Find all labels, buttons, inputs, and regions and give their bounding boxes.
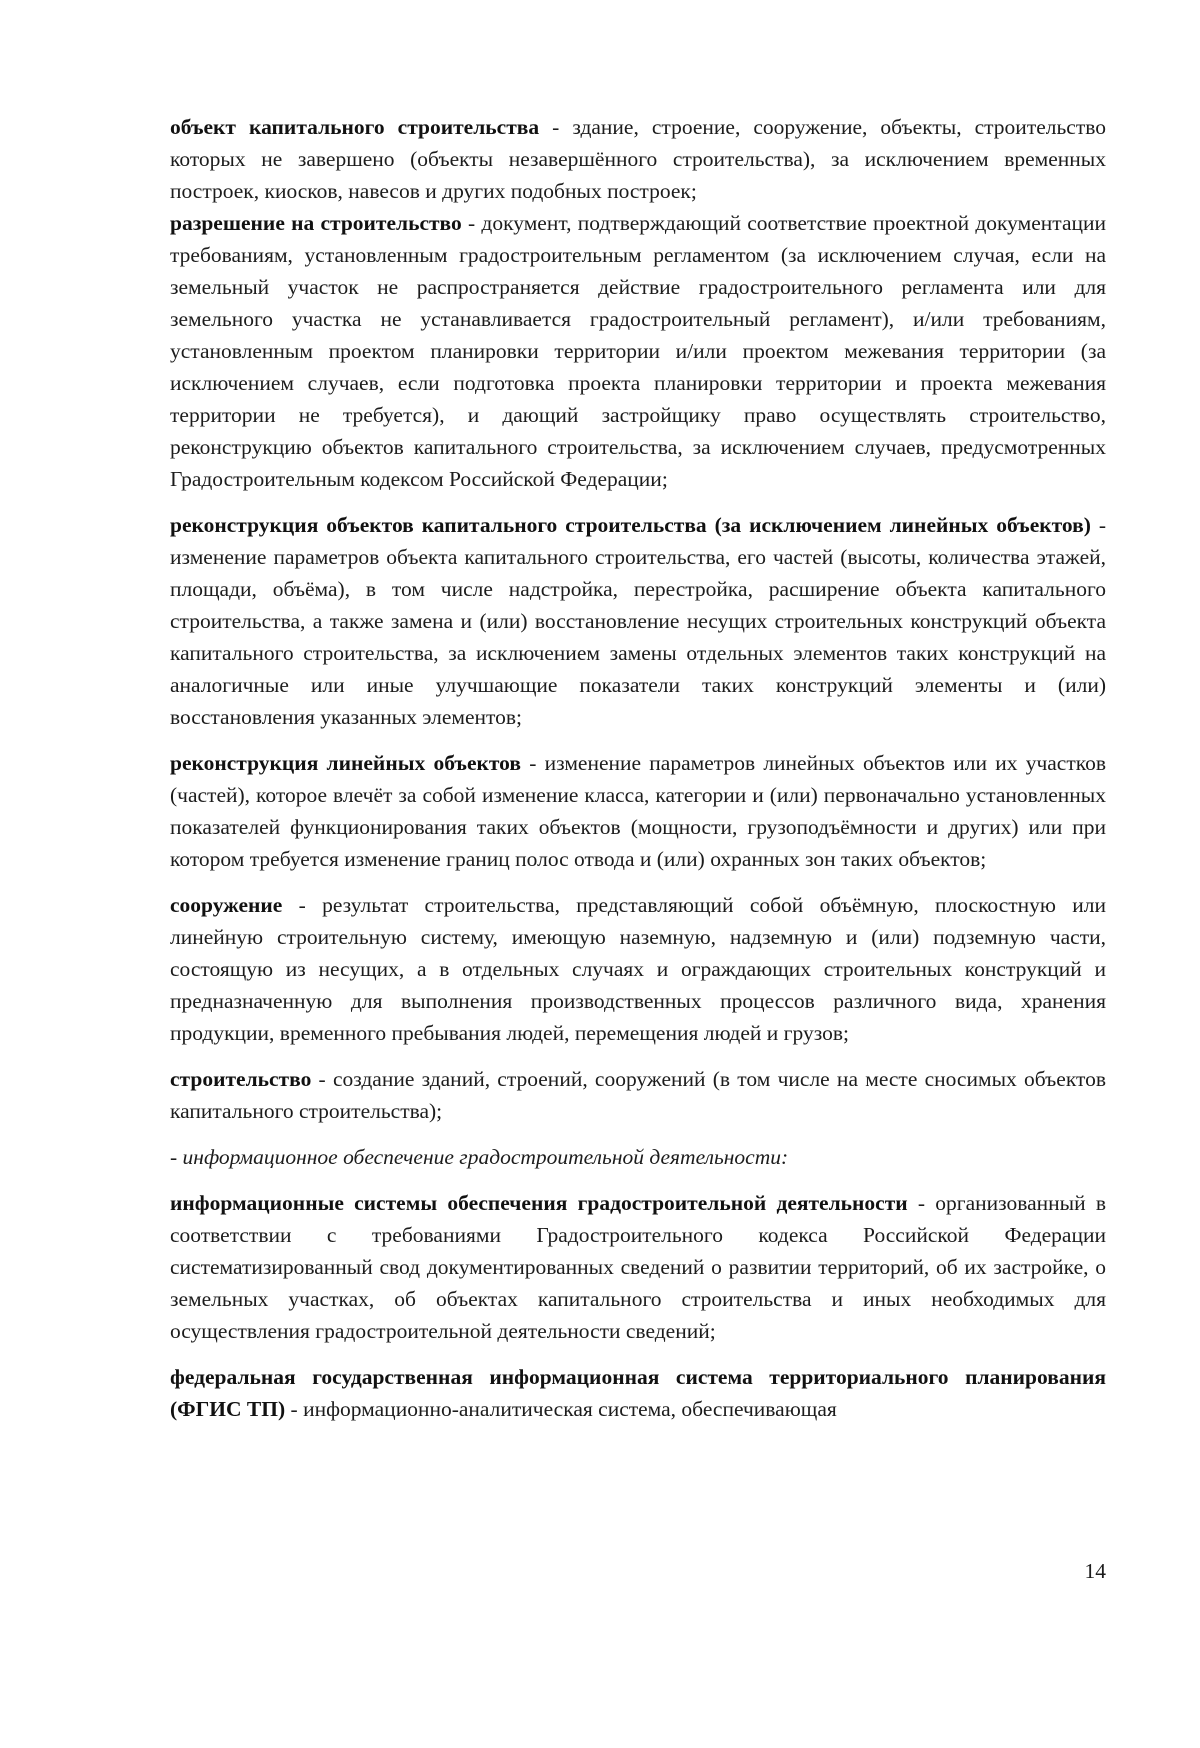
term-capital-construction-object: объект капитального строительства bbox=[170, 115, 540, 139]
term-info-systems: информационные системы обеспечения градостроительной деятельности bbox=[170, 1191, 908, 1215]
definition-building-permit: - документ, подтверждающий соответствие проектной документации требованиям, установленным градостроительным регламентом (за исключением случая, если на земельный участок не распространяется действие градостроительного регламента или для земельного участка не устанавливается градостроительный регламент), и/или требованиям, установленным проектом планировки территории и/или проектом межевания территории (за исключением случаев, если подготовка проекта планировки территории и проекта межевания территории не требуется), и дающий застройщику право осуществлять строительство, реконструкцию объектов капитального строительства, за исключением случаев, предусмотренных Градостроительным кодексом Российской Федерации; bbox=[170, 211, 1107, 491]
definition-structure: - результат строительства, представляющий собой объёмную, плоскостную или линейную строительную систему, имеющую наземную, надземную и (или) подземную части, состоящую из несущих, а в отдельных случаях и ограждающих строительных конструкций и предназначенную для выполнения производственных процессов различного вида, хранения продукции, временного пребывания людей, перемещения людей и грузов; bbox=[170, 893, 1106, 1045]
term-fgis-tp: федеральная государственная информационная система территориального планирования (ФГИС ТП) bbox=[170, 1365, 1106, 1421]
definition-reconstruction-linear: - изменение параметров линейных объектов или их участков (частей), которое влечёт за собой изменение класса, категории и (или) первоначально установленных показателей функционирования таких объектов (мощности, грузоподъёмности и других) или при котором требуется изменение границ полос отвода и (или) охранных зон таких объектов; bbox=[170, 751, 1106, 871]
term-reconstruction-linear: реконструкция линейных объектов bbox=[170, 751, 522, 775]
definition-reconstruction-capital: - изменение параметров объекта капитального строительства, его частей (высоты, количества этажей, площади, объёма), в том числе надстройка, перестройка, расширение объекта капитального строительства, а также замена и (или) восстановление несущих строительных конструкций объекта капитального строительства, за исключением замены отдельных элементов таких конструкций на аналогичные или иные улучшающие показатели таких конструкций элементы и (или) восстановления указанных элементов; bbox=[170, 513, 1106, 729]
definition-paragraph-construction bbox=[170, 1063, 1106, 1127]
term-structure: сооружение bbox=[170, 893, 283, 917]
term-reconstruction-capital: реконструкция объектов капитального строительства (за исключением линейных объектов) bbox=[170, 513, 1091, 537]
term-building-permit: разрешение на строительство bbox=[170, 211, 462, 235]
definition-paragraph-structure bbox=[170, 889, 1106, 1049]
definition-construction: - создание зданий, строений, сооружений (в том числе на месте сносимых объектов капитального строительства); bbox=[170, 1067, 1106, 1123]
definition-paragraph-reconstruction bbox=[170, 509, 1106, 733]
term-construction: строительство bbox=[170, 1067, 312, 1091]
definition-fgis-tp: - информационно-аналитическая система, обеспечивающая bbox=[285, 1397, 837, 1421]
document-body bbox=[170, 111, 1106, 1439]
definition-info-systems: - организованный в соответствии с требованиями Градостроительного кодекса Российской Федерации систематизированный свод документированных сведений о развитии территорий, об их застройке, о земельных участках, об объектах капитального строительства и иных необходимых для осуществления градостроительной деятельности сведений; bbox=[170, 1191, 1106, 1343]
definition-capital-construction-object: - здание, строение, сооружение, объекты, строительство которых не завершено (объекты незавершённого строительства), за исключением временных построек, киосков, навесов и других подобных построек; bbox=[170, 115, 1106, 203]
page-number: 14 bbox=[1084, 1559, 1106, 1583]
definition-paragraph-linear-reconstruction bbox=[170, 747, 1106, 875]
definition-paragraph-capital-construction bbox=[170, 111, 1106, 495]
definition-paragraph-fgis-tp bbox=[170, 1361, 1106, 1425]
section-title-information-support: - информационное обеспечение градостроительной деятельности: bbox=[170, 1145, 789, 1169]
definition-paragraph-info-systems bbox=[170, 1187, 1106, 1347]
